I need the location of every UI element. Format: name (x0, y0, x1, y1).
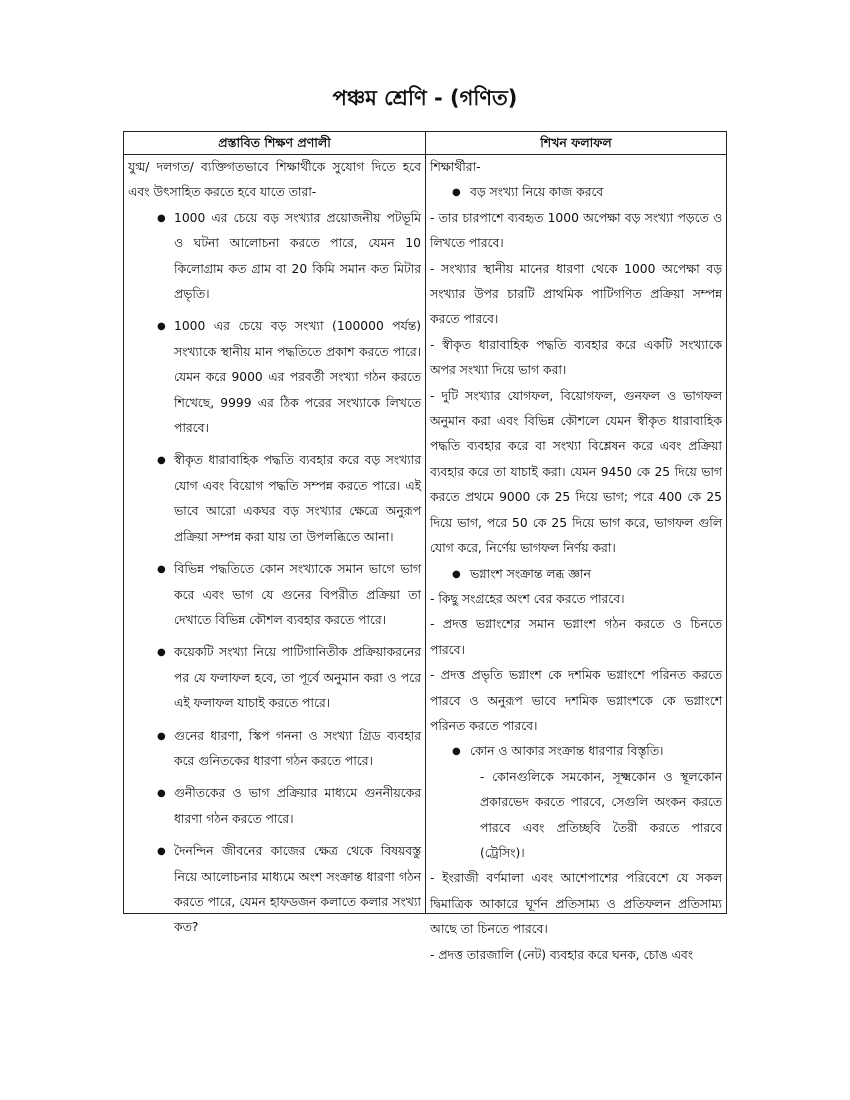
list-item: ● কয়েকটি সংখ্যা নিয়ে পাটিগানিতীক প্রক্রিয়াকরনের পর যে ফলাফল হবে, তা পূর্বে অনুমান করা ও পরে এই ফলাফল যাচাই করতে পারে। (128, 640, 421, 716)
list-item: ● গুনীতকের ও ভাগ প্রক্রিয়ার মাধ্যমে গুননীয়কের ধারণা গঠন করতে পারে। (128, 781, 421, 832)
outcome-heading-list-2 (430, 562, 722, 587)
outcome-line: - স্বীকৃত ধারাবাহিক পদ্ধতি ব্যবহার করে একটি সংখ্যাকে অপর সংখ্যা দিয়ে ভাগ করা। (430, 337, 722, 378)
table-header-row (124, 132, 727, 155)
outcome-heading: ● বড় সংখ্যা নিয়ে কাজ করবে (430, 180, 722, 205)
curriculum-table (123, 131, 727, 962)
outcome-heading: ● কোন ও আকার সংক্রান্ত ধারণার বিস্তৃতি। (430, 739, 722, 764)
teaching-intro: যুগ্ম/ দলগত/ ব্যক্তিগতভাবে শিক্ষার্থীকে সুযোগ দিতে হবে এবং উৎসাহিত করতে হবে যাতে তারা- (128, 160, 421, 200)
teaching-method-cell (124, 155, 426, 935)
list-item: ● দৈনন্দিন জীবনের কাজের ক্ষেত্র থেকে বিষয়বস্তু নিয়ে আলোচনার মাধ্যমে অংশ সংক্রান্ত ধারণা গঠন করতে পারে, যেমন হাফডজন কলাতে কলার সংখ্যা কত? (128, 839, 421, 941)
outcome-heading: ● ভগ্নাংশ সংক্রান্ত লব্ধ জ্ঞান (430, 562, 722, 587)
outcome-intro: শিক্ষার্থীরা- (430, 160, 481, 174)
outcome-line: - প্রদত্ত ভগ্নাংশের সমান ভগ্নাংশ গঠন করতে ও চিনতে পারবে। (430, 617, 722, 657)
outcome-heading-list-1 (430, 180, 722, 205)
outcome-line: - সংখ্যার স্থানীয় মানের ধারণা থেকে 1000 অপেক্ষা বড় সংখ্যার উপর চারটি প্রাথমিক পাটিগণিত প্রক্রিয়া সম্পন্ন করতে পারবে। (430, 261, 722, 327)
outcome-line: - তার চারপাশে ব্যবহৃত 1000 অপেক্ষা বড় সংখ্যা পড়তে ও লিখতে পারবে। (430, 210, 722, 251)
list-item: ● গুনের ধারণা, স্কিপ গননা ও সংখ্যা গ্রিড ব্যবহার করে গুনিতকের ধারণা গঠন করতে পারে। (128, 724, 421, 775)
outcome-line: - দুটি সংখ্যার যোগফল, বিয়োগফল, গুনফল ও ভাগফল অনুমান করা এবং বিভিন্ন কৌশলে যেমন স্বীকৃত ধারাবাহিক পদ্ধতি ব্যবহার করে বা সংখ্যা বিশ্লেষন করে এবং প্রক্রিয়া ব্যবহার করে তা যাচাই করা। যেমন 9450 কে 25 দিয়ে ভাগ করতে প্রথমে 9000 কে 25 দিয়ে ভাগ; পরে 400 কে 25 দিয়ে ভাগ, পরে 50 কে 25 দিয়ে ভাগ করে, ভাগফল গুলি যোগ করে, নির্ণেয় ভাগফল নির্ণয় করা। (430, 388, 722, 556)
list-item: ● বিভিন্ন পদ্ধতিতে কোন সংখ্যাকে সমান ভাগে ভাগ করে এবং ভাগ যে গুনের বিপরীত প্রক্রিয়া তা দেখাতে বিভিন্ন কৌশল ব্যবহার করতে পারে। (128, 557, 421, 633)
outcome-heading-list-3 (430, 739, 722, 764)
teaching-method-list (128, 206, 421, 941)
outcome-line: - প্রদত্ত তারজালি (নেট) ব্যবহার করে ঘনক, চোঙ এবং (430, 947, 694, 962)
header-teaching-method: প্রস্তাবিত শিক্ষণ প্রণালী (124, 132, 426, 155)
outcome-line: - ইংরাজী বর্ণমালা এবং আশেপাশের পরিবেশে যে সকল দ্বিমাত্রিক আকারে ঘূর্ণন প্রতিসাম্য ও প্রতিফলন প্রতিসাম্য আছে তা চিনতে পারবে। (430, 871, 722, 937)
list-item: ● 1000 এর চেয়ে বড় সংখ্যা (100000 পর্যন্ত) সংখ্যাকে স্থানীয় মান পদ্ধতিতে প্রকাশ করতে পারে। যেমন করে 9000 এর পরবর্তী সংখ্যা গঠন করতে শিখেছে, 9999 এর ঠিক পরের সংখ্যাকে লিখতে পারবে। (128, 314, 421, 441)
page-title: পঞ্চম শ্রেণি - (গণিত) (332, 86, 518, 110)
outcome-subline: - কোনগুলিকে সমকোন, সূক্ষ্মকোন ও স্থূলকোন প্রকারভেদ করতে পারবে, সেগুলি অংকন করতে পারবে এবং প্রতিচ্ছবি তৈরী করতে পারবে (ট্রেসিং)। (480, 769, 722, 860)
outcome-line: - প্রদত্ত প্রভৃতি ভগ্নাংশ কে দশমিক ভগ্নাংশে পরিনত করতে পারবে ও অনুরূপ ভাবে দশমিক ভগ্নাংশকে কে ভগ্নাংশে পরিনত করতে পারবে। (430, 668, 722, 733)
outcome-line: - কিছু সংগ্রহের অংশ বের করতে পারবে। (430, 591, 625, 606)
table-body-row (124, 155, 727, 914)
list-item: ● 1000 এর চেয়ে বড় সংখ্যার প্রয়োজনীয় পটভূমি ও ঘটনা আলোচনা করতে পারে, যেমন 10 কিলোগ্রাম কত গ্রাম বা 20 কিমি সমান কত মিটার প্রভৃতি। (128, 206, 421, 308)
learning-outcome-cell (426, 155, 727, 962)
list-item: ● স্বীকৃত ধারাবাহিক পদ্ধতি ব্যবহার করে বড় সংখ্যার যোগ এবং বিয়োগ পদ্ধতি সম্পন্ন করতে পারে। এই ভাবে আরো একঘর বড় সংখ্যার ক্ষেত্রে অনুরূপ প্রক্রিয়া সম্পন্ন করা যায় তা উপলব্ধিতে আনা। (128, 448, 421, 550)
header-learning-outcome: শিখন ফলাফল (426, 132, 727, 155)
